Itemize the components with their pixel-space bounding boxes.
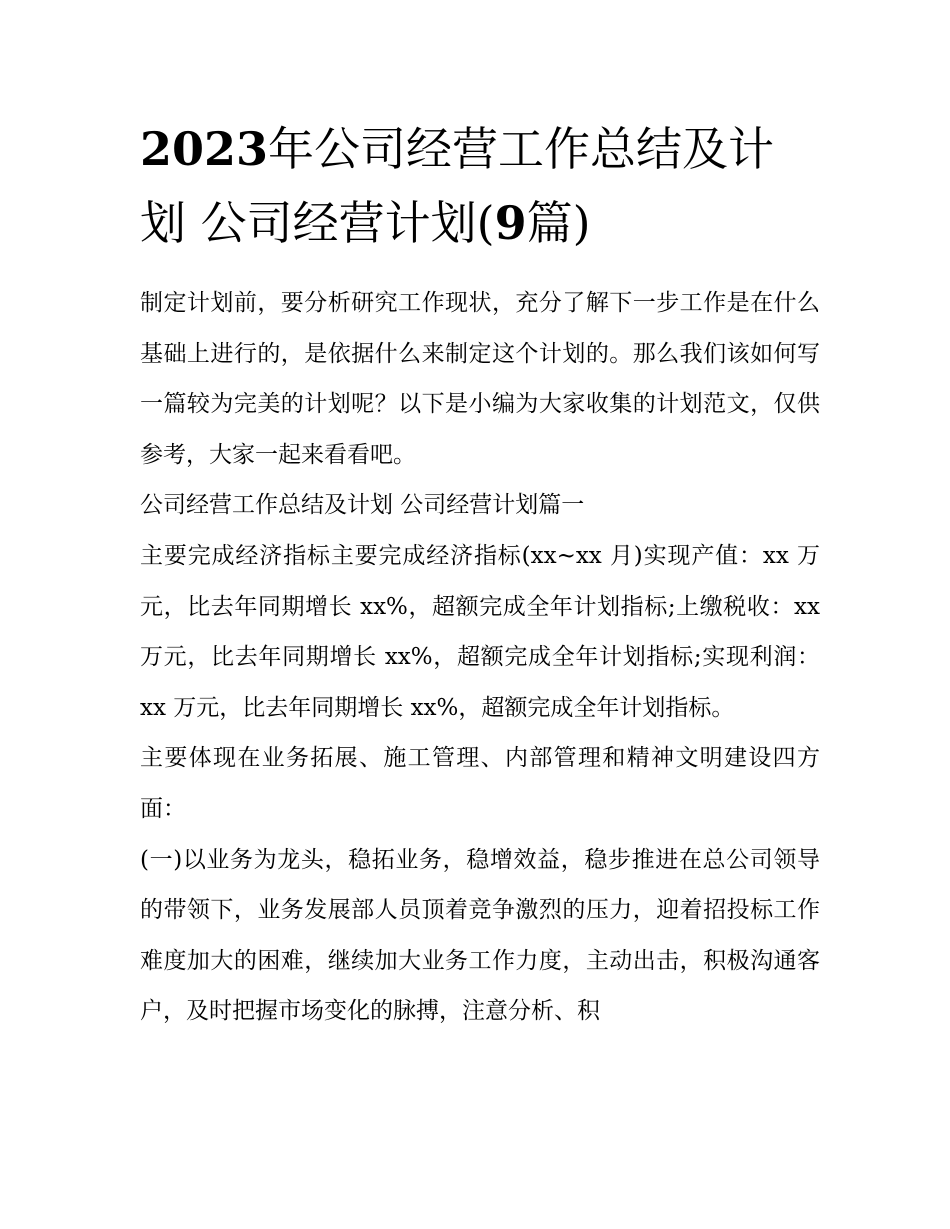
intro-paragraph: 制定计划前，要分析研究工作现状，充分了解下一步工作是在什么基础上进行的，是依据什么来制定这个计划的。那么我们该如何写一篇较为完美的计划呢？以下是小编为大家收集的计划范文，仅供参考，大家一起来看看吧。 — [140, 290, 820, 468]
business-paragraph: (一)以业务为龙头，稳拓业务，稳增效益，稳步推进在总公司领导的带领下，业务发展部人员顶着竞争激烈的压力，迎着招投标工作难度加大的困难，继续加大业务工作力度，主动出击，积极沟通客户，及时把握市场变化的脉搏，注意分析、积 — [140, 846, 820, 1025]
title-text: 年公司经营工作总结及计划 公司经营计划( — [140, 122, 775, 250]
four-aspects-paragraph: 主要体现在业务拓展、施工管理、内部管理和精神文明建设四方面： — [140, 745, 820, 822]
section-heading: 公司经营工作总结及计划 公司经营计划篇一 — [140, 492, 585, 519]
document-body — [140, 278, 820, 1037]
title-suffix: 篇) — [526, 196, 591, 250]
document-title — [140, 112, 820, 260]
title-year: 2023 — [140, 122, 269, 176]
economic-indicators-paragraph: 主要完成经济指标主要完成经济指标(xx~xx 月)实现产值：xx 万元，比去年同期增长 xx%，超额完成全年计划指标;上缴税收：xx 万元，比去年同期增长 xx%，超额完成全年计划指标;实现利润：xx 万元，比去年同期增长 xx%，超额完成全年计划指标。 — [140, 542, 820, 721]
title-count: 9 — [494, 196, 527, 250]
